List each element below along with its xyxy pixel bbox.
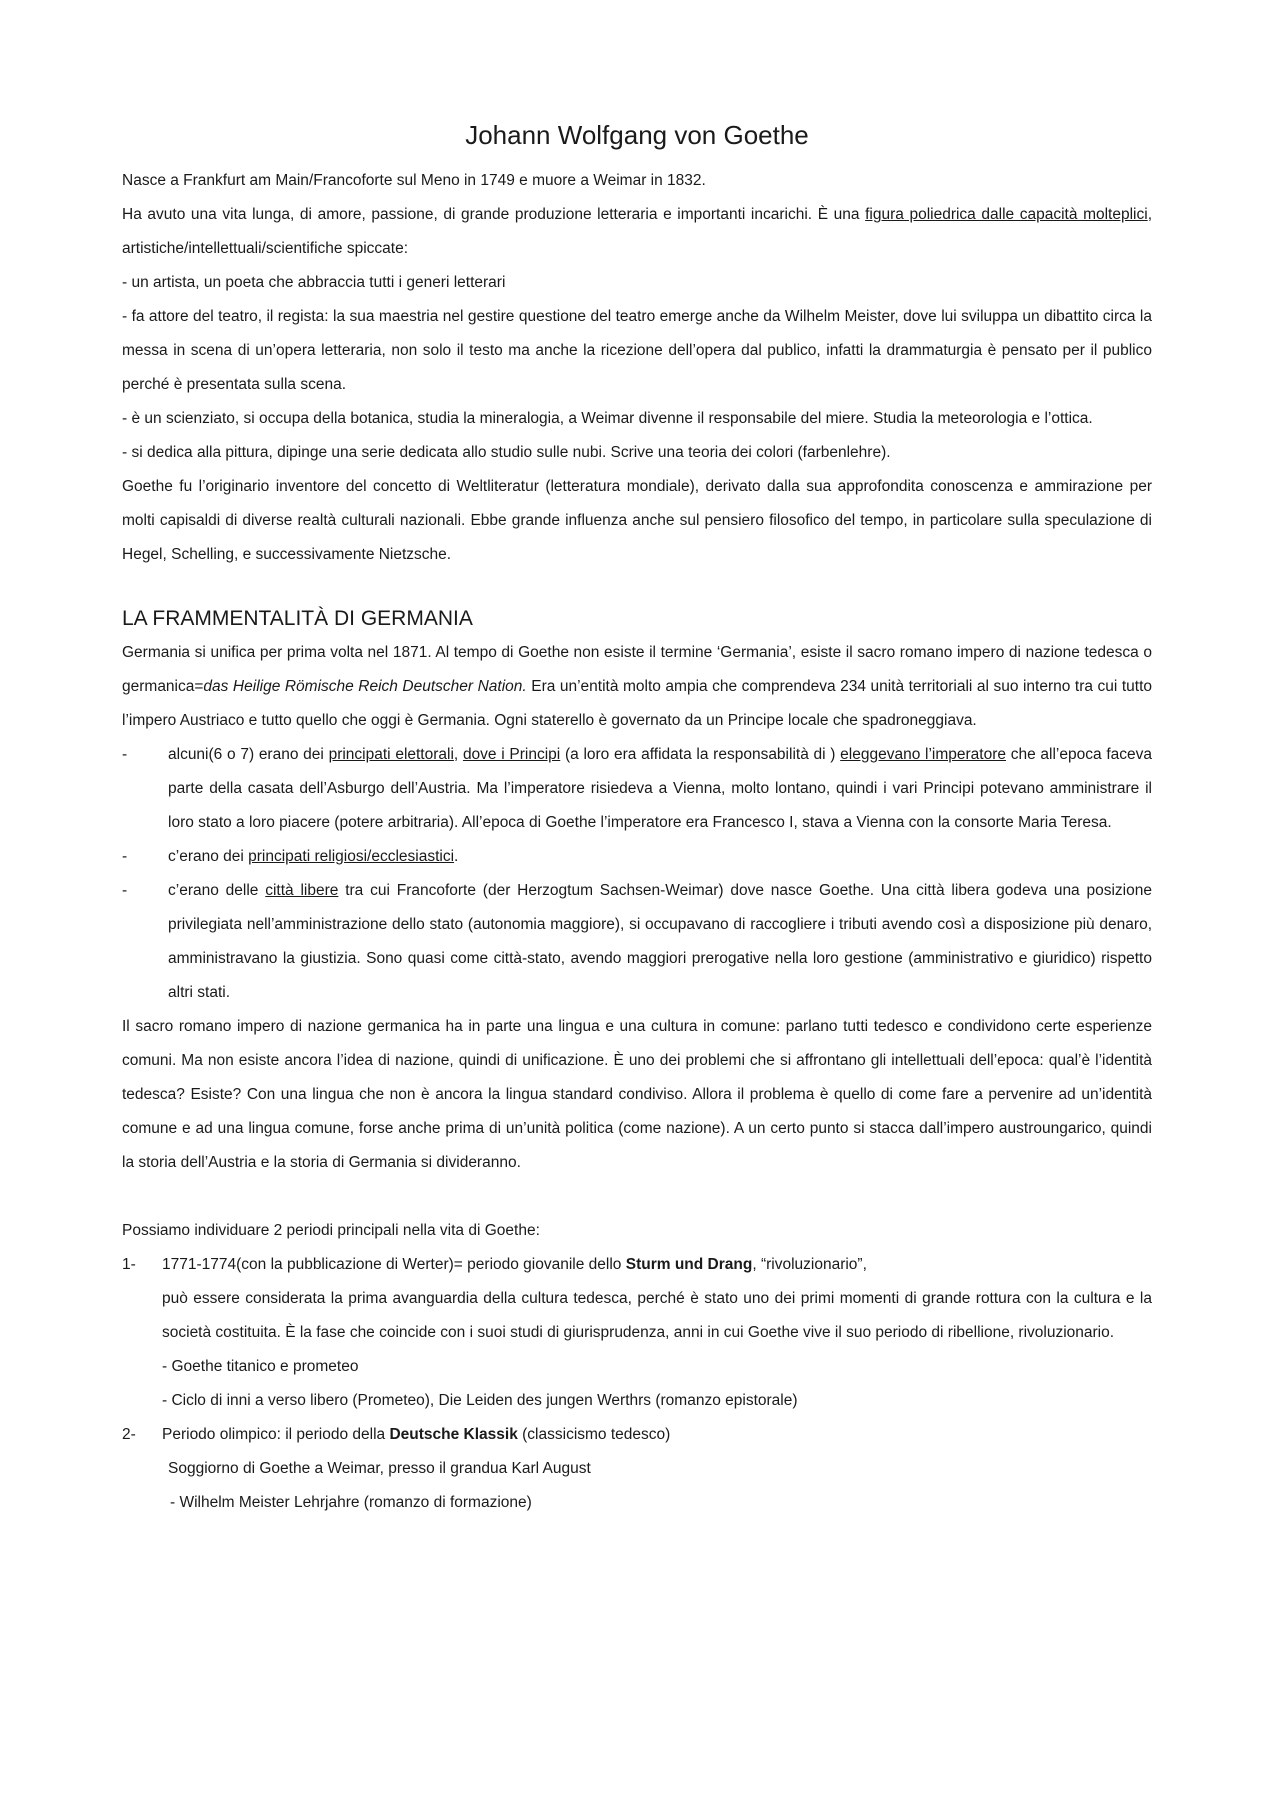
list-item (122, 1248, 1152, 1282)
section-heading: LA FRAMMENTALITÀ DI GERMANIA (122, 607, 473, 630)
periods-intro: Possiamo individuare 2 periodi principali nella vita di Goethe: (122, 1222, 540, 1239)
bullet-mark: - (122, 882, 128, 899)
text-run: che all’epoca faceva parte della casata dell’Asburgo dell’Austria. Ma l’imperatore risiedeva a Vienna, molto lontano, quindi i vari Principi potevano amministrare il loro stato a loro piacere (potere arbitraria). All’epoca di Goethe l’imperatore era Francesco I, stava a Vienna con la consorte Maria Teresa. (168, 746, 1152, 831)
text-run: . (454, 848, 459, 865)
section-paragraph-2: Il sacro romano impero di nazione germanica ha in parte una lingua e una cultura in comune: parlano tutti tedesco e condividono certe esperienze comuni. Ma non esiste ancora l’idea di nazione, quindi di unificazione. È uno dei problemi che si affrontano gli intellettuali dell’epoca: qual’è l’identità tedesca? Esiste? Con una lingua che non è ancora la lingua standard condiviso. Allora il problema è quello di come fare a pervenire ad un’identità comune e ad una lingua comune, forse anche prima di un’unità politica (come nazione). A un certo punto si stacca dall’impero austroungarico, quindi la storia dell’Austria e la storia di Germania si divideranno. (122, 1018, 1152, 1171)
italic-text: das Heilige Römische Reich Deutscher Nation. (203, 678, 527, 695)
list-item (122, 840, 1152, 874)
list-item-continuation (122, 1384, 1152, 1418)
bullet-mark: - (122, 848, 128, 865)
list-item-continuation (122, 1452, 1152, 1486)
bold-text: Deutsche Klassik (389, 1426, 518, 1443)
list-item (122, 874, 1152, 1010)
periods-list (122, 1248, 1152, 1520)
text-run: (classicismo tedesco) (517, 1426, 671, 1443)
text-run: Periodo olimpico: il periodo della (162, 1426, 390, 1443)
text-run: - Wilhelm Meister Lehrjahre (romanzo di formazione) (170, 1494, 532, 1511)
list-item (122, 1418, 1152, 1452)
list-item-continuation (122, 1486, 1152, 1520)
underlined-text: dove i Principi (462, 746, 561, 763)
text-run: Germania si unifica per prima volta nel 1871. Al tempo di Goethe non esiste il termine ‘Germania’, esiste il sacro romano impero di nazione tedesca o germanica= (122, 644, 1152, 695)
bullet-mark: - (122, 746, 128, 763)
text-run: c’erano dei (168, 848, 249, 865)
intro-paragraph-1: Nasce a Frankfurt am Main/Francoforte sul Meno in 1749 e muore a Weimar in 1832. (122, 172, 706, 189)
text-run: Era un’entità molto ampia che comprendeva 234 unità territoriali al suo interno tra cui tutto l’impero Austriaco e tutto quello che oggi è Germania. Ogni staterello è governato da un Principe locale che spadroneggiava. (122, 678, 1152, 729)
intro-item-theatre: - fa attore del teatro, il regista: la sua maestria nel gestire questione del teatro emerge anche da Wilhelm Meister, dove lui sviluppa un dibattito circa la messa in scena di un’opera letteraria, non solo il testo ma anche la ricezione dell’opera dal publico, infatti la drammaturgia è pensato per il publico perché è presentata sulla scena. (122, 308, 1152, 393)
text-run: , artistiche/intellettuali/scientifiche spiccate: (122, 206, 1152, 257)
document-title: Johann Wolfgang von Goethe (465, 120, 809, 150)
spacer (122, 1180, 1152, 1214)
text-run: può essere considerata la prima avanguardia della cultura tedesca, perché è stato uno dei primi momenti di grande rottura con la cultura e la società costituita. È la fase che coincide con i suoi studi di giurisprudenza, anni in cui Goethe vive il suo periodo di ribellione, rivoluzionario. (162, 1290, 1152, 1341)
underlined-text: principati religiosi/ecclesiastici (248, 848, 455, 865)
list-item-continuation (122, 1350, 1152, 1384)
text-run: Soggiorno di Goethe a Weimar, presso il grandua Karl August (168, 1460, 591, 1477)
list-item-continuation (122, 1282, 1152, 1350)
text-run: - Goethe titanico e prometeo (162, 1358, 359, 1375)
intro-paragraph-2 (122, 198, 1152, 266)
intro-paragraph-3: Goethe fu l’originario inventore del concetto di Weltliteratur (letteratura mondiale), derivato dalla sua approfondita conoscenza e ammirazione per molti capisaldi di diverse realtà culturali nazionali. Ebbe grande influenza anche sul pensiero filosofico del tempo, in particolare sulla speculazione di Hegel, Schelling, e successivamente Nietzsche. (122, 478, 1152, 563)
number-mark: 2- (122, 1426, 136, 1443)
underlined-text: città libere (265, 882, 339, 899)
intro-item-science: - è un scienziato, si occupa della botanica, studia la mineralogia, a Weimar divenne il responsabile del miere. Studia la meteorologia e l’ottica. (122, 410, 1093, 427)
intro-item-painting: - si dedica alla pittura, dipinge una serie dedicata allo studio sulle nubi. Scrive una teoria dei colori (farbenlehre). (122, 444, 891, 461)
list-item (122, 738, 1152, 840)
underlined-text: figura poliedrica dalle capacità molteplici (865, 206, 1148, 223)
bold-text: Sturm und Drang (625, 1256, 753, 1273)
territories-list (122, 738, 1152, 1010)
text-run: , “rivoluzionario”, (752, 1256, 867, 1273)
text-run: (a loro era affidata la responsabilità di ) (560, 746, 841, 763)
text-run: , (453, 746, 463, 763)
text-run: c’erano delle (168, 882, 266, 899)
document-page (122, 118, 1152, 1520)
underlined-text: principati elettorali (328, 746, 454, 763)
text-run: Ha avuto una vita lunga, di amore, passione, di grande produzione letteraria e importanti incarichi. È una (122, 206, 866, 223)
text-run: alcuni(6 o 7) erano dei (168, 746, 329, 763)
text-run: - Ciclo di inni a verso libero (Prometeo), Die Leiden des jungen Werthrs (romanzo epistorale) (162, 1392, 798, 1409)
number-mark: 1- (122, 1256, 136, 1273)
text-run: tra cui Francoforte (der Herzogtum Sachsen-Weimar) dove nasce Goethe. Una città libera godeva una posizione privilegiata nell’amministrazione dello stato (autonomia maggiore), si occupavano di raccogliere i tributi avendo così a disposizione più denaro, amministravano la giustizia. Sono quasi come città-stato, avendo maggiori prerogative nella loro gestione (amministrativo e giuridico) rispetto altri stati. (168, 882, 1152, 1001)
section-paragraph-1 (122, 636, 1152, 738)
text-run: 1771-1774(con la pubblicazione di Werter)= periodo giovanile dello (162, 1256, 626, 1273)
intro-item-artist: - un artista, un poeta che abbraccia tutti i generi letterari (122, 274, 506, 291)
underlined-text: eleggevano l’imperatore (840, 746, 1007, 763)
